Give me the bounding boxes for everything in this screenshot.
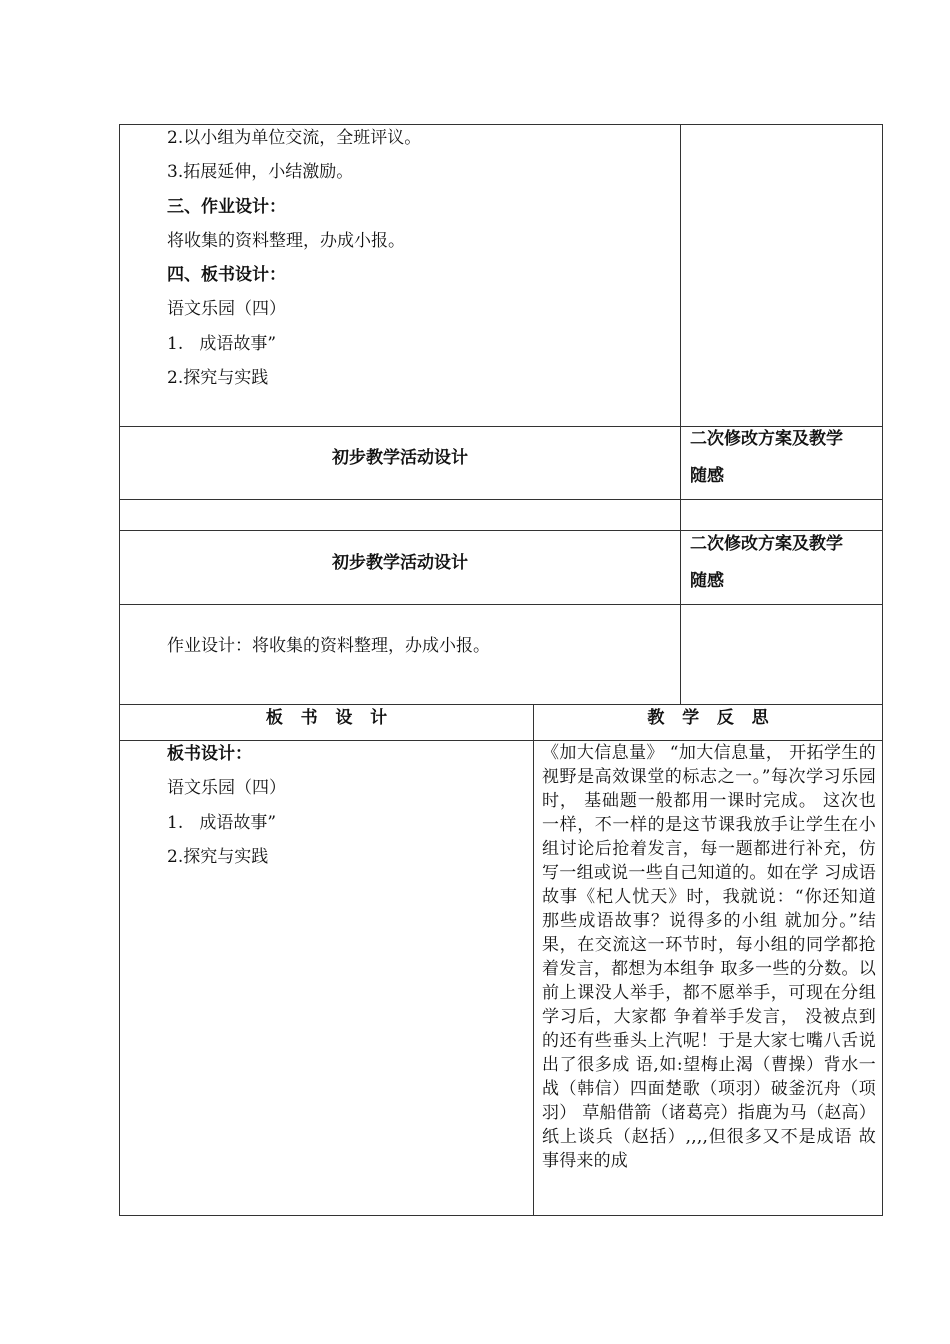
- board-line-4: 2.探究与实践: [167, 847, 269, 867]
- homework-text: 作业设计：将收集的资料整理，办成小报。: [167, 636, 490, 656]
- revision-title-line2: 随感: [690, 466, 724, 486]
- revision-title-line2: 随感: [690, 571, 724, 591]
- bottom-table-column-divider: [533, 704, 534, 1216]
- row-divider: [119, 604, 883, 605]
- activity-design-title: 初步教学活动设计: [332, 448, 468, 468]
- board-heading: 四、板书设计：: [167, 265, 286, 285]
- top-line-4: 将收集的资料整理，办成小报。: [167, 231, 405, 251]
- top-line-7: 1. 成语故事”: [167, 334, 277, 354]
- revision-title-line1: 二次修改方案及教学: [690, 429, 843, 449]
- board-line-2: 语文乐园（四）: [167, 778, 286, 798]
- revision-title-line1: 二次修改方案及教学: [690, 534, 843, 554]
- teaching-reflection-header: 教 学 反 思: [647, 708, 769, 728]
- row-divider: [119, 426, 883, 427]
- top-line-6: 语文乐园（四）: [167, 299, 286, 319]
- teaching-reflection-text: 《加大信息量》 “加大信息量， 开拓学生的视野是高效课堂的标志之一。”每次学习乐园时， 基础题一般都用一课时完成。 这次也一样，不一样的是这节课我放手让学生在小 组讨论后抢着发言，每一题都进行补充，仿写一组或说一些自己知道的。如在学 习成语故事《杞人忧天》时，我就说：“你还知道那些成语故事？说得多的小组 就加分。”结果，在交流这一环节时，每小组的同学都抢着发言，都想为本组争 取多一些的分数。以前上课没人举手，都不愿举手，可现在分组学习后，大家都 争着举手发言， 没被点到的还有些垂头上汽呢！于是大家七嘴八舌说出了很多成 语,如:望梅止渴（曹操）背水一战（韩信）四面楚歌（项羽）破釜沉舟（项羽） 草船借箭（诸葛亮）指鹿为马（赵高）纸上谈兵（赵括）,,,,但很多又不是成语 故事得来的成: [542, 743, 876, 1171]
- top-line-8: 2.探究与实践: [167, 368, 269, 388]
- board-lines-heading: 板书设计：: [167, 744, 252, 764]
- upper-table-column-divider: [680, 124, 681, 705]
- row-divider: [119, 530, 883, 531]
- top-line-1: 2.以小组为单位交流，全班评议。: [167, 128, 422, 148]
- board-line-3: 1. 成语故事”: [167, 813, 277, 833]
- top-line-2: 3.拓展延伸，小结激励。: [167, 162, 354, 182]
- homework-heading: 三、作业设计：: [167, 197, 286, 217]
- activity-design-title: 初步教学活动设计: [332, 553, 468, 573]
- board-design-header: 板 书 设 计: [265, 708, 388, 728]
- row-divider: [119, 499, 883, 500]
